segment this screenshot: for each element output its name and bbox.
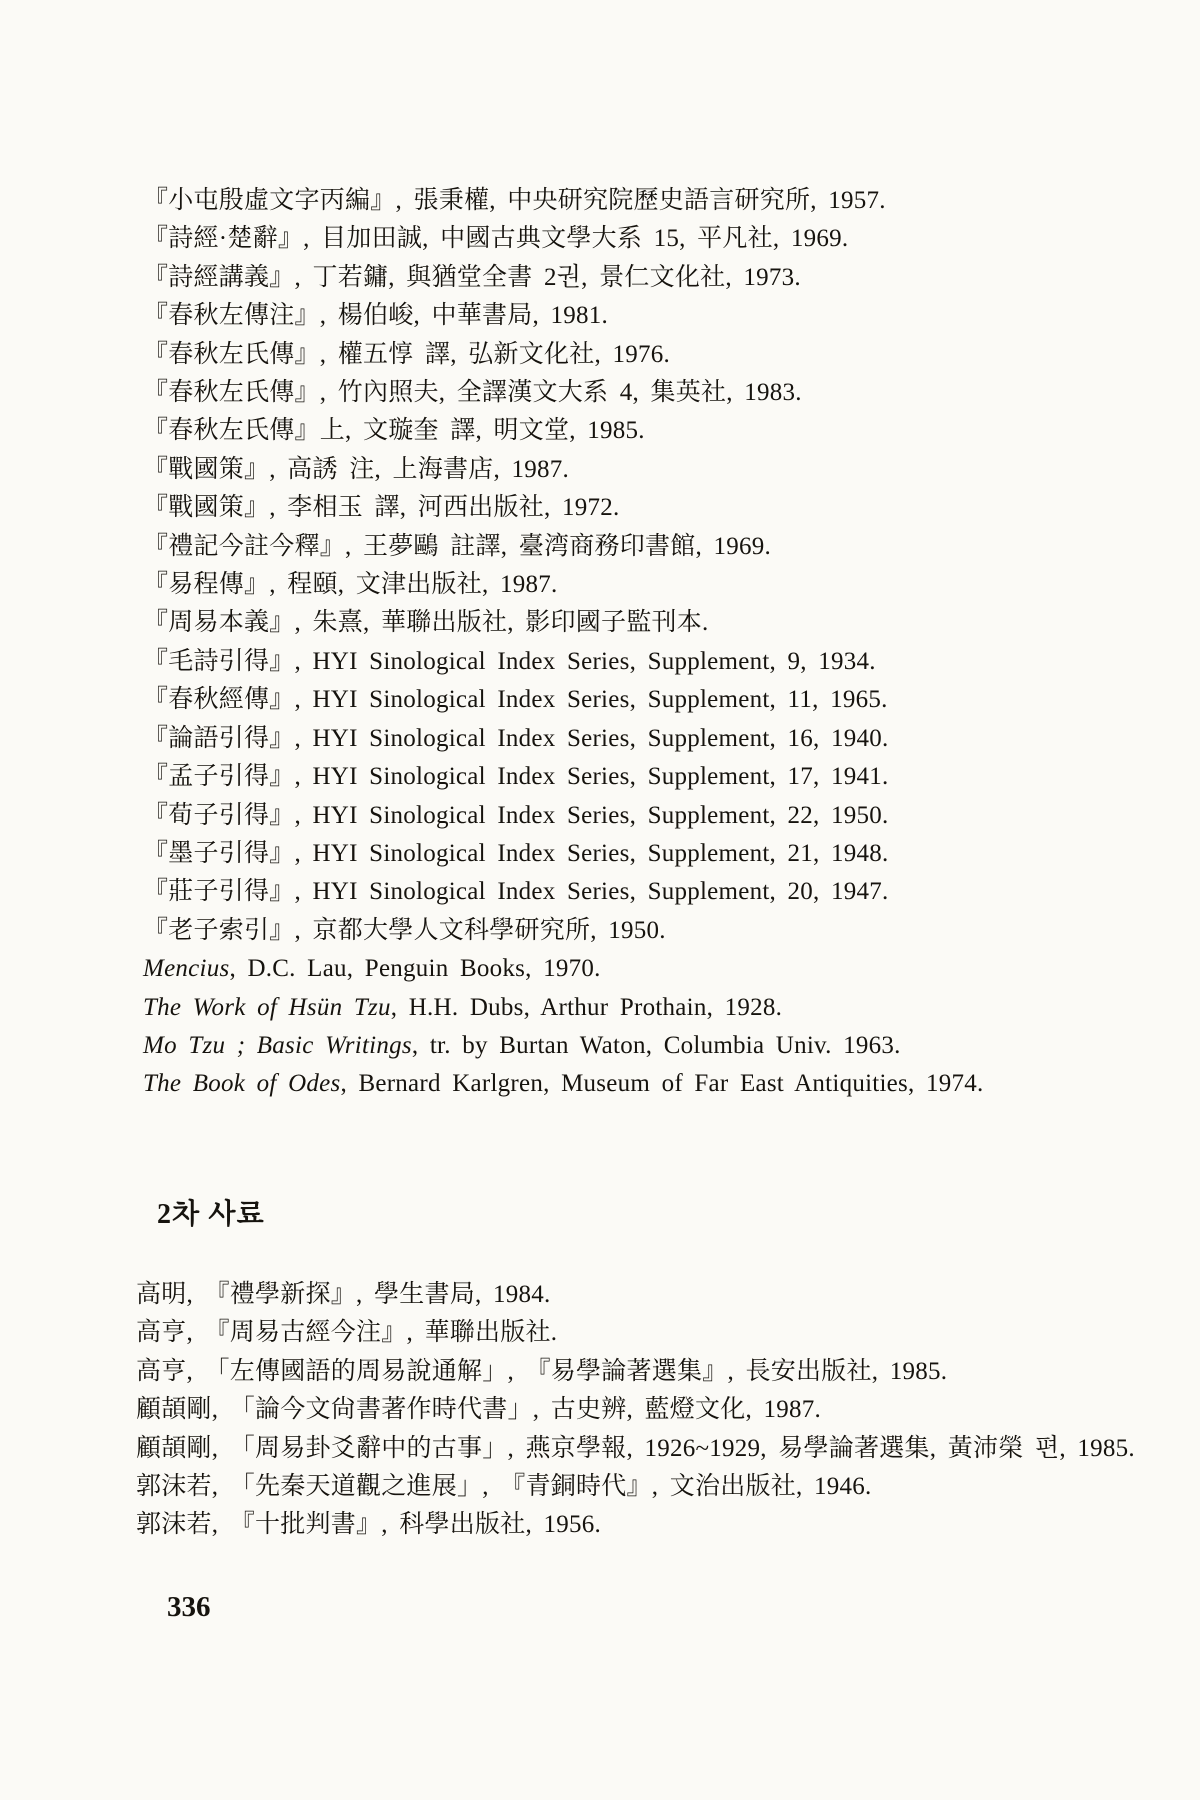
entry-text: 高明, 『禮學新探』, 學生書局, 1984. bbox=[136, 1281, 551, 1308]
bibliography-entry bbox=[143, 797, 984, 835]
entry-text: 『墨子引得』, HYI Sinological Index Series, Supplement, 21, 1948. bbox=[143, 839, 889, 867]
entry-text: 顧頡剛, 「論今文尙書著作時代書」, 古史辨, 藍燈文化, 1987. bbox=[136, 1396, 822, 1424]
entry-text: 『戰國策』, 李相玉 譯, 河西出版社, 1972. bbox=[143, 494, 620, 522]
bibliography-entry bbox=[143, 297, 984, 335]
secondary-sources-list bbox=[136, 1276, 1135, 1545]
bibliography-entry bbox=[143, 912, 984, 950]
bibliography-entry bbox=[143, 835, 984, 873]
bibliography-entry bbox=[143, 374, 984, 412]
entry-title-italic: Mencius bbox=[143, 955, 230, 983]
bibliography-entry bbox=[136, 1276, 1135, 1314]
entry-text: , D.C. Lau, Penguin Books, 1970. bbox=[229, 955, 601, 983]
entry-text: 『詩經·楚辭』, 目加田誠, 中國古典文學大系 15, 平凡社, 1969. bbox=[143, 225, 849, 253]
page-number: 336 bbox=[167, 1591, 211, 1623]
entry-text: 『莊子引得』, HYI Sinological Index Series, Supplement, 20, 1947. bbox=[143, 878, 889, 906]
entry-text: 『易程傳』, 程頤, 文津出版社, 1987. bbox=[143, 571, 558, 599]
bibliography-entry bbox=[143, 681, 984, 719]
entry-text: 郭沫若, 『十批判書』, 科學出版社, 1956. bbox=[136, 1511, 602, 1539]
entry-text: 『詩經講義』, 丁若鏞, 與猶堂全書 2권, 景仁文化社, 1973. bbox=[143, 263, 801, 291]
entry-text: 『小屯殷虛文字丙編』, 張秉權, 中央研究院歷史語言研究所, 1957. bbox=[143, 187, 886, 214]
bibliography-entry bbox=[143, 873, 984, 911]
entry-text: 『春秋左氏傳』上, 文璇奎 譯, 明文堂, 1985. bbox=[143, 417, 645, 445]
bibliography-entry bbox=[143, 989, 984, 1027]
entry-title-italic: The Work of Hsün Tzu bbox=[143, 993, 391, 1021]
section-heading-secondary-sources: 2차 사료 bbox=[157, 1199, 265, 1230]
entry-text: , Bernard Karlgren, Museum of Far East Antiquities, 1974. bbox=[340, 1070, 984, 1098]
entry-text: 高亨, 「左傳國語的周易說通解」, 『易學論著選集』, 長安出版社, 1985. bbox=[136, 1357, 948, 1385]
entry-text: 顧頡剛, 「周易卦爻辭中的古事」, 燕京學報, 1926~1929, 易學論著選集, 黃沛榮 편, 1985. bbox=[136, 1434, 1135, 1462]
entry-text: , tr. by Burtan Waton, Columbia Univ. 1963. bbox=[411, 1031, 901, 1059]
entry-text: 『春秋經傳』, HYI Sinological Index Series, Supplement, 11, 1965. bbox=[143, 686, 888, 714]
bibliography-entry bbox=[143, 336, 984, 374]
bibliography-entry bbox=[143, 259, 984, 297]
entry-text: , H.H. Dubs, Arthur Prothain, 1928. bbox=[390, 993, 783, 1021]
entry-text: 『春秋左氏傳』, 權五惇 譯, 弘新文化社, 1976. bbox=[143, 340, 671, 368]
entry-text: 『春秋左傳注』, 楊伯峻, 中華書局, 1981. bbox=[143, 302, 609, 330]
bibliography-entry bbox=[136, 1391, 1135, 1429]
entry-text: 『周易本義』, 朱熹, 華聯出版社, 影印國子監刊本. bbox=[143, 609, 709, 637]
bibliography-entry bbox=[143, 412, 984, 450]
entry-text: 『毛詩引得』, HYI Sinological Index Series, Supplement, 9, 1934. bbox=[143, 647, 876, 675]
bibliography-entry bbox=[143, 1027, 984, 1065]
entry-title-italic: Mo Tzu ; Basic Writings bbox=[143, 1031, 412, 1059]
bibliography-entry bbox=[143, 1065, 984, 1103]
bibliography-entry bbox=[143, 489, 984, 527]
entry-text: 『禮記今註今釋』, 王夢鷗 註譯, 臺湾商務印書館, 1969. bbox=[143, 532, 772, 560]
primary-sources-list bbox=[143, 182, 984, 1104]
bibliography-entry bbox=[143, 758, 984, 796]
bibliography-entry bbox=[143, 528, 984, 566]
bibliography-entry bbox=[143, 220, 984, 258]
bibliography-entry bbox=[143, 566, 984, 604]
bibliography-entry bbox=[136, 1506, 1135, 1544]
entry-text: 『論語引得』, HYI Sinological Index Series, Supplement, 16, 1940. bbox=[143, 724, 889, 752]
entry-text: 郭沫若, 「先秦天道觀之進展」, 『青銅時代』, 文治出版社, 1946. bbox=[136, 1473, 872, 1501]
bibliography-entry bbox=[143, 182, 984, 220]
entry-text: 『老子索引』, 京都大學人文科學研究所, 1950. bbox=[143, 916, 666, 944]
entry-text: 『荀子引得』, HYI Sinological Index Series, Supplement, 22, 1950. bbox=[143, 801, 889, 829]
bibliography-entry bbox=[143, 950, 984, 988]
entry-text: 『戰國策』, 高誘 注, 上海書店, 1987. bbox=[143, 455, 570, 483]
entry-title-italic: The Book of Odes bbox=[143, 1070, 341, 1098]
bibliography-entry bbox=[136, 1430, 1135, 1468]
entry-text: 高亨, 『周易古經今注』, 華聯出版社. bbox=[136, 1319, 558, 1347]
entry-text: 『春秋左氏傳』, 竹內照夫, 全譯漢文大系 4, 集英社, 1983. bbox=[143, 379, 802, 407]
bibliography-entry bbox=[143, 643, 984, 681]
bibliography-entry bbox=[136, 1353, 1135, 1391]
bibliography-entry bbox=[143, 604, 984, 642]
bibliography-entry bbox=[143, 720, 984, 758]
bibliography-entry bbox=[136, 1468, 1135, 1506]
bibliography-entry bbox=[143, 451, 984, 489]
bibliography-entry bbox=[136, 1314, 1135, 1352]
entry-text: 『孟子引得』, HYI Sinological Index Series, Supplement, 17, 1941. bbox=[143, 763, 889, 791]
